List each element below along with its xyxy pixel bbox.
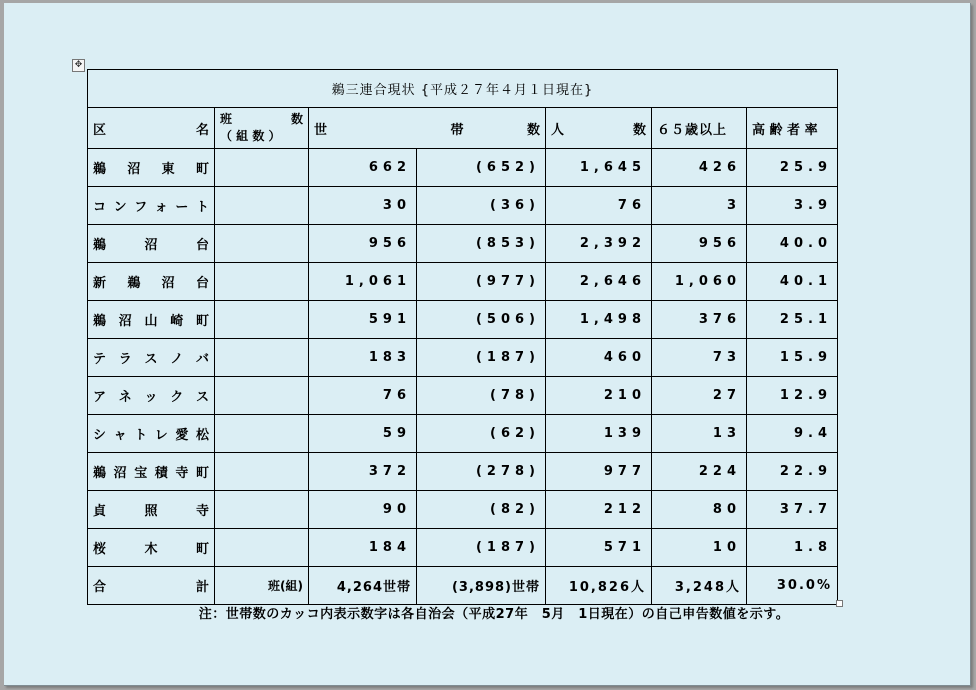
row-aging-rate: 37.7 (747, 491, 838, 529)
row-over65: 80 (652, 491, 747, 529)
row-households: 1,061 (309, 263, 417, 301)
row-groups (215, 339, 309, 377)
row-over65: 1,060 (652, 263, 747, 301)
row-households-self: (187) (417, 339, 546, 377)
total-label-left: 合 (93, 580, 107, 595)
table-resize-handle[interactable] (836, 600, 843, 607)
row-over65: 27 (652, 377, 747, 415)
row-aging-rate: 15.9 (747, 339, 838, 377)
row-groups (215, 491, 309, 529)
row-aging-rate: 1.8 (747, 529, 838, 567)
row-households-self: (78) (417, 377, 546, 415)
header-over65: ６５歳以上 (652, 108, 747, 149)
row-households: 30 (309, 187, 417, 225)
table-row (88, 339, 838, 377)
row-households-self: (36) (417, 187, 546, 225)
table-row (88, 491, 838, 529)
table-row (88, 453, 838, 491)
row-aging-rate: 25.1 (747, 301, 838, 339)
row-ward-name: 鵜 沼 山 崎 町 (88, 301, 215, 339)
row-population: 2,646 (546, 263, 652, 301)
header-households (309, 108, 546, 149)
row-over65: 426 (652, 149, 747, 187)
table-row (88, 149, 838, 187)
table-row (88, 301, 838, 339)
row-ward-name: コ ン フ ォ ー ト (88, 187, 215, 225)
row-aging-rate: 9.4 (747, 415, 838, 453)
row-groups (215, 301, 309, 339)
row-groups (215, 225, 309, 263)
row-over65: 224 (652, 453, 747, 491)
row-over65: 73 (652, 339, 747, 377)
table-row (88, 415, 838, 453)
row-ward-name: テ ラ ス ノ バ (88, 339, 215, 377)
row-population: 76 (546, 187, 652, 225)
row-groups (215, 415, 309, 453)
table-move-handle-icon[interactable]: ✥ (72, 59, 85, 72)
header-groups (215, 108, 309, 149)
total-households-self: (3,898)世帯 (417, 567, 546, 605)
header-aging-rate: 高 齢 者 率 (747, 108, 838, 149)
row-households: 591 (309, 301, 417, 339)
row-households: 372 (309, 453, 417, 491)
row-households-self: (82) (417, 491, 546, 529)
table-title: 鵜三連合現状 {平成２７年４月１日現在} (88, 70, 838, 108)
row-households: 90 (309, 491, 417, 529)
row-aging-rate: 40.0 (747, 225, 838, 263)
row-aging-rate: 3.9 (747, 187, 838, 225)
row-aging-rate: 22.9 (747, 453, 838, 491)
row-over65: 10 (652, 529, 747, 567)
header-households-left: 世 (314, 122, 328, 138)
row-population: 1,645 (546, 149, 652, 187)
header-population (546, 108, 652, 149)
row-groups (215, 187, 309, 225)
row-aging-rate: 12.9 (747, 377, 838, 415)
header-ward (88, 108, 215, 149)
total-label-right: 計 (195, 580, 209, 595)
row-population: 2,392 (546, 225, 652, 263)
row-households-self: (506) (417, 301, 546, 339)
footnote: 注：世帯数のカッコ内表示数字は各自治会（平成27年 5月 1日現在）の自己申告数値を示す。 (198, 607, 790, 622)
row-households-self: (977) (417, 263, 546, 301)
row-households-self: (278) (417, 453, 546, 491)
row-ward-name: 鵜 沼 台 (88, 225, 215, 263)
row-over65: 3 (652, 187, 747, 225)
header-households-mid: 帯 (450, 122, 464, 138)
header-groups-top-right: 数 (290, 112, 303, 126)
total-groups: 班(組) (215, 567, 309, 605)
title-row (88, 70, 838, 108)
row-households: 956 (309, 225, 417, 263)
row-households: 183 (309, 339, 417, 377)
row-ward-name: シ ャ ト レ 愛 松 (88, 415, 215, 453)
row-groups (215, 263, 309, 301)
row-groups (215, 529, 309, 567)
row-ward-name: 鵜 沼 宝 積 寺 町 (88, 453, 215, 491)
table-row (88, 225, 838, 263)
row-population: 460 (546, 339, 652, 377)
row-groups (215, 377, 309, 415)
row-population: 139 (546, 415, 652, 453)
row-ward-name: 桜 木 町 (88, 529, 215, 567)
row-over65: 956 (652, 225, 747, 263)
total-rate: 30.0% (747, 567, 838, 605)
row-households: 76 (309, 377, 417, 415)
header-population-left: 人 (551, 122, 565, 138)
row-ward-name: 鵜 沼 東 町 (88, 149, 215, 187)
row-households-self: (652) (417, 149, 546, 187)
row-aging-rate: 25.9 (747, 149, 838, 187)
row-households-self: (62) (417, 415, 546, 453)
total-label (88, 567, 215, 605)
table-row (88, 187, 838, 225)
header-ward-right: 名 (195, 122, 209, 138)
row-households: 662 (309, 149, 417, 187)
row-aging-rate: 40.1 (747, 263, 838, 301)
row-households: 59 (309, 415, 417, 453)
row-population: 1,498 (546, 301, 652, 339)
header-groups-top-left: 班 (220, 112, 233, 126)
row-population: 571 (546, 529, 652, 567)
total-population: 10,826人 (546, 567, 652, 605)
row-groups (215, 453, 309, 491)
header-ward-left: 区 (93, 122, 107, 138)
row-households: 184 (309, 529, 417, 567)
row-over65: 13 (652, 415, 747, 453)
header-groups-bottom: （ 組 数 ） (220, 129, 281, 143)
row-households-self: (187) (417, 529, 546, 567)
row-population: 212 (546, 491, 652, 529)
row-ward-name: 貞 照 寺 (88, 491, 215, 529)
row-ward-name: 新 鵜 沼 台 (88, 263, 215, 301)
document-page (4, 3, 971, 686)
table-row (88, 263, 838, 301)
header-row (88, 108, 838, 149)
total-over65: 3,248人 (652, 567, 747, 605)
row-population: 977 (546, 453, 652, 491)
row-over65: 376 (652, 301, 747, 339)
row-households-self: (853) (417, 225, 546, 263)
header-population-right: 数 (632, 122, 646, 138)
header-households-right: 数 (526, 122, 540, 138)
total-households: 4,264世帯 (309, 567, 417, 605)
row-population: 210 (546, 377, 652, 415)
table-row (88, 377, 838, 415)
row-ward-name: ア ネ ッ ク ス (88, 377, 215, 415)
population-table (87, 69, 838, 605)
table-row (88, 529, 838, 567)
total-row (88, 567, 838, 605)
row-groups (215, 149, 309, 187)
